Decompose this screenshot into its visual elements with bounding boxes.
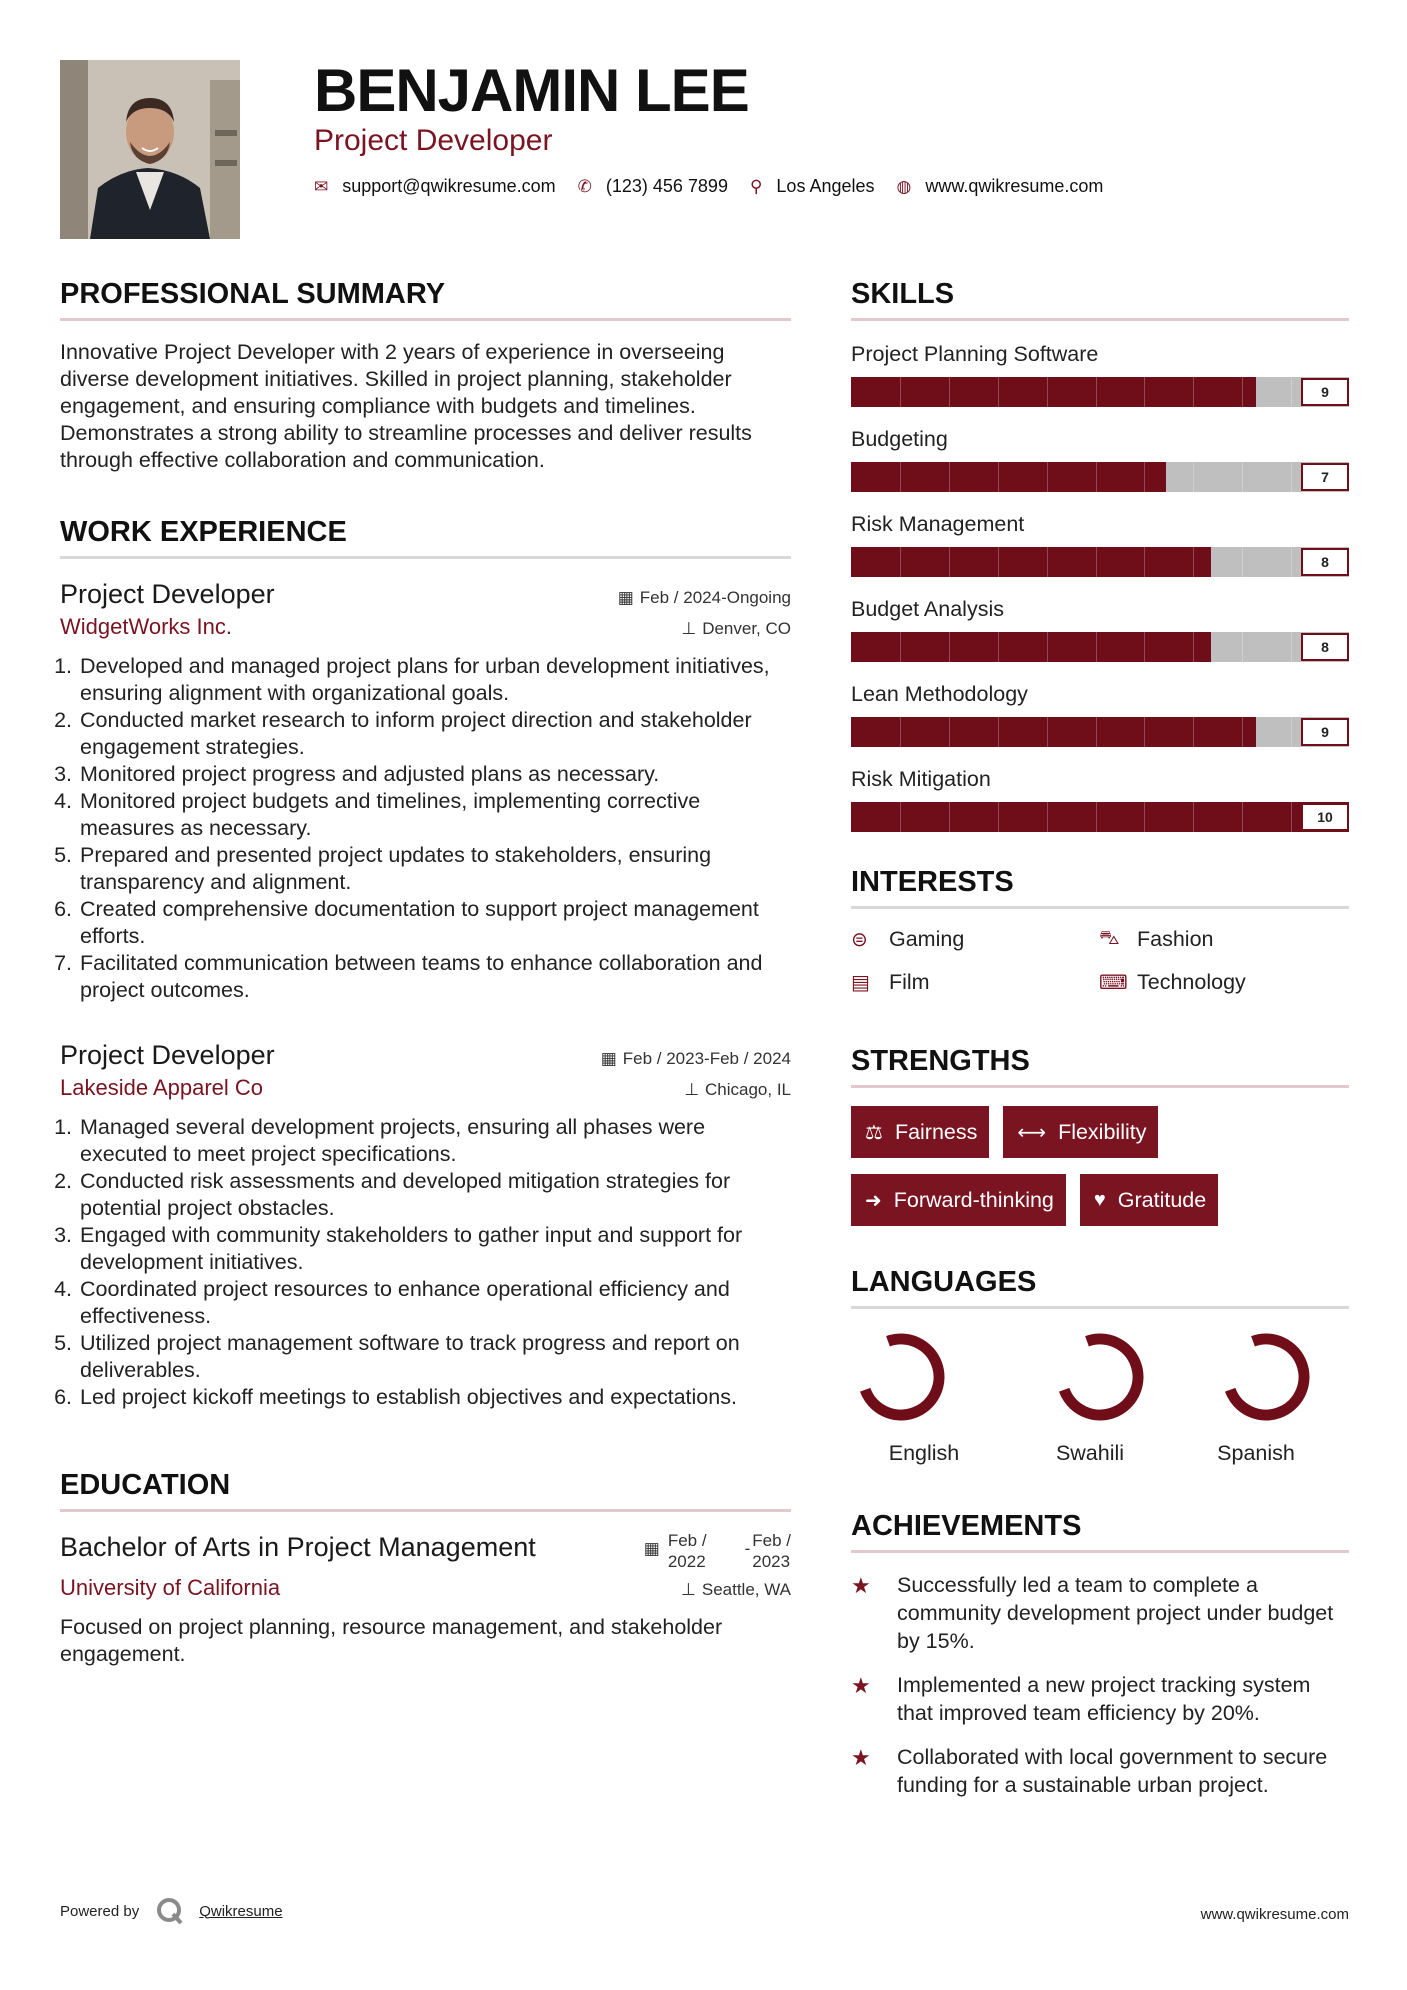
skill-bar-segment — [900, 717, 901, 747]
skill-name: Lean Methodology — [851, 682, 1028, 706]
strength-chip — [851, 1106, 989, 1158]
skill-bar-fill — [851, 717, 1256, 747]
skill-item — [851, 679, 1349, 747]
list-item: 2. Conducted risk assessments and developed mitigation strategies for potential project obstacles. — [78, 1168, 791, 1222]
proficiency-arc — [1217, 1328, 1314, 1425]
skill-level-label: 7 — [1301, 463, 1349, 491]
interest-item — [851, 970, 1099, 995]
laptop-icon: ⌨ — [1099, 972, 1128, 994]
degree-title: Bachelor of Arts in Project Management — [60, 1532, 536, 1562]
skill-bar-segment — [900, 547, 901, 577]
school-name: University of California — [60, 1575, 281, 1600]
strength-label: Fairness — [894, 1119, 978, 1144]
skill-bar-segment — [1193, 717, 1194, 747]
list-item: 6. Created comprehensive documentation to support project management efforts. — [78, 896, 791, 950]
skill-item — [851, 339, 1349, 407]
achievements-section — [851, 1506, 1349, 1799]
proficiency-arc — [1051, 1328, 1148, 1425]
star-icon: ★ — [851, 1745, 871, 1770]
summary-text: Innovative Project Developer with 2 years of experience in overseeing diverse development initiatives. Skilled in project planning, stakeholder engagement, and ensuring compliance with budgets and timelines. Demonstrates a strong ability to streamline processes and deliver results through effective collaboration and communication. — [60, 340, 752, 472]
list-item: 3. Engaged with community stakeholders to gather input and support for development initiatives. — [78, 1222, 791, 1276]
job-duties-list — [60, 1114, 791, 1411]
job-title: Project Developer — [60, 1040, 275, 1070]
school-location: Seattle, WA — [701, 1580, 791, 1599]
profile-photo — [60, 60, 240, 239]
skills-list — [851, 339, 1349, 832]
skill-name: Project Planning Software — [851, 342, 1099, 366]
skill-bar-segment — [1047, 717, 1048, 747]
skill-bar — [851, 717, 1349, 747]
skill-bar — [851, 547, 1349, 577]
skill-bar-segment — [949, 547, 950, 577]
candidate-role: Project Developer — [314, 124, 553, 157]
skill-bar-fill — [851, 377, 1256, 407]
language-name: Spanish — [1217, 1441, 1295, 1465]
film-icon: ▤ — [851, 972, 870, 994]
skill-bar — [851, 377, 1349, 407]
skill-bar-segment — [949, 632, 950, 662]
strengths-list — [851, 1106, 1349, 1226]
skill-bar-segment — [1291, 717, 1292, 747]
education-end-year: 2023 — [752, 1552, 791, 1571]
skill-level-label: 8 — [1301, 633, 1349, 661]
achievement-item — [851, 1671, 1349, 1727]
skill-bar-fill — [851, 547, 1211, 577]
job-company: Lakeside Apparel Co — [60, 1075, 264, 1100]
star-icon: ★ — [851, 1673, 871, 1698]
job-company: WidgetWorks Inc. — [60, 614, 232, 639]
section-divider — [851, 906, 1349, 909]
arrow-right-icon: ➜ — [865, 1189, 882, 1212]
skill-bar-segment — [1047, 802, 1048, 832]
skill-bar-segment — [1047, 377, 1048, 407]
skill-item — [851, 764, 1349, 832]
section-divider — [851, 318, 1349, 321]
list-item: 3. Monitored project progress and adjusted plans as necessary. — [78, 761, 791, 788]
skill-bar-segment — [998, 377, 999, 407]
person-photo-illustration — [60, 60, 240, 239]
pushpin-icon: ⊥ — [681, 1580, 696, 1599]
skill-bar-segment — [1242, 377, 1243, 407]
experience-section — [60, 512, 791, 1411]
envelope-icon: ✉ — [314, 176, 329, 196]
skill-bar-segment — [1047, 462, 1048, 492]
skill-bar-segment — [949, 462, 950, 492]
skill-bar-segment — [1242, 717, 1243, 747]
skill-bar-segment — [1242, 632, 1243, 662]
skill-bar-segment — [1193, 547, 1194, 577]
language-proficiency-ring — [1216, 1327, 1316, 1427]
job-duties-list — [60, 653, 791, 1004]
skill-bar-segment — [998, 802, 999, 832]
skill-bar-segment — [1291, 802, 1292, 832]
skill-bar-segment — [1291, 462, 1292, 492]
contact-website[interactable]: www.qwikresume.com — [925, 176, 1104, 196]
languages-section — [851, 1262, 1349, 1466]
language-item — [851, 1327, 1017, 1466]
gamepad-icon: ⊜ — [851, 929, 868, 951]
skill-name: Risk Management — [851, 512, 1025, 536]
skill-bar — [851, 462, 1349, 492]
skill-bar-fill — [851, 632, 1211, 662]
qwikresume-link[interactable]: Qwikresume — [199, 1902, 283, 1920]
skill-item — [851, 424, 1349, 492]
powered-by-label: Powered by — [60, 1902, 140, 1920]
skill-bar-segment — [1144, 547, 1145, 577]
job-location: Chicago, IL — [705, 1080, 791, 1099]
language-name: Swahili — [1055, 1441, 1125, 1465]
list-item: 6. Led project kickoff meetings to establish objectives and expectations. — [78, 1384, 791, 1411]
proficiency-arc — [852, 1328, 949, 1425]
section-divider — [851, 1306, 1349, 1309]
summary-heading: PROFESSIONAL SUMMARY — [60, 278, 446, 310]
skill-bar-segment — [1193, 377, 1194, 407]
footer-powered-by — [60, 1896, 283, 1926]
skill-bar-segment — [1144, 632, 1145, 662]
list-item: 4. Coordinated project resources to enhance operational efficiency and effectiveness. — [78, 1276, 791, 1330]
skill-bar-segment — [1242, 802, 1243, 832]
education-description: Focused on project planning, resource management, and stakeholder engagement. — [60, 1615, 723, 1666]
skill-bar-segment — [998, 632, 999, 662]
section-divider — [851, 1085, 1349, 1088]
calendar-icon: ▦ — [617, 588, 634, 607]
achievements-heading: ACHIEVEMENTS — [851, 1510, 1082, 1542]
achievement-item — [851, 1571, 1349, 1655]
skill-bar-segment — [949, 377, 950, 407]
skill-bar-segment — [900, 377, 901, 407]
strengths-section — [851, 1041, 1349, 1226]
skill-bar-segment — [1144, 802, 1145, 832]
interest-item — [1099, 927, 1349, 952]
calendar-icon: ▦ — [600, 1049, 617, 1068]
skill-bar-segment — [998, 462, 999, 492]
strength-chip — [851, 1174, 1066, 1226]
calendar-icon: ▦ — [643, 1539, 660, 1558]
skill-bar-segment — [900, 802, 901, 832]
summary-section — [60, 274, 791, 474]
skill-bar — [851, 632, 1349, 662]
language-item — [1183, 1327, 1349, 1466]
list-item: 2. Conducted market research to inform project direction and stakeholder engagement strategies. — [78, 707, 791, 761]
skill-bar-segment — [1096, 462, 1097, 492]
skill-item — [851, 594, 1349, 662]
list-item: 5. Prepared and presented project updates to stakeholders, ensuring transparency and alignment. — [78, 842, 791, 896]
candidate-name: BENJAMIN LEE — [314, 57, 749, 124]
strength-chip — [1080, 1174, 1218, 1226]
skill-bar-segment — [1047, 632, 1048, 662]
skill-name: Budget Analysis — [851, 597, 1004, 621]
section-divider — [60, 556, 791, 559]
skill-bar-segment — [1096, 547, 1097, 577]
education-date-dash: - — [744, 1539, 751, 1558]
skill-bar-segment — [1291, 377, 1292, 407]
skill-bar-fill — [851, 462, 1166, 492]
list-item: 1. Managed several development projects, ensuring all phases were executed to meet project specifications. — [78, 1114, 791, 1168]
education-heading: EDUCATION — [60, 1469, 231, 1501]
shopping-bag-icon: ⛍ — [1099, 927, 1120, 949]
skill-bar-fill — [851, 802, 1349, 832]
skill-bar-segment — [1096, 717, 1097, 747]
skill-level-label: 8 — [1301, 548, 1349, 576]
education-start-month: Feb / — [667, 1531, 707, 1550]
skill-bar-segment — [1047, 547, 1048, 577]
interest-label: Film — [889, 970, 930, 994]
education-end-month: Feb / — [752, 1531, 791, 1550]
contact-email[interactable]: support@qwikresume.com — [342, 176, 556, 196]
skill-name: Risk Mitigation — [851, 767, 991, 791]
strengths-heading: STRENGTHS — [851, 1045, 1030, 1077]
contact-location: Los Angeles — [776, 176, 875, 196]
map-marker-icon: ⚲ — [749, 176, 763, 196]
section-divider — [851, 1550, 1349, 1553]
contact-phone[interactable]: (123) 456 7899 — [605, 176, 728, 196]
achievement-text: Implemented a new project tracking system that improved team efficiency by 20%. — [897, 1673, 1311, 1725]
interest-item — [1099, 970, 1349, 995]
skill-bar-segment — [1096, 632, 1097, 662]
education-dates — [644, 1530, 791, 1572]
strength-label: Flexibility — [1058, 1119, 1147, 1144]
section-divider — [60, 318, 791, 321]
language-item — [1017, 1327, 1183, 1466]
pushpin-icon: ⊥ — [681, 619, 697, 638]
skill-bar-segment — [1193, 802, 1194, 832]
skill-bar-segment — [1242, 547, 1243, 577]
strength-label: Gratitude — [1117, 1187, 1207, 1212]
experience-heading: WORK EXPERIENCE — [60, 516, 347, 548]
section-divider — [60, 1509, 791, 1512]
job-dates: Feb / 2023-Feb / 2024 — [622, 1049, 791, 1068]
interests-list — [851, 927, 1349, 995]
skill-level-label: 10 — [1301, 803, 1349, 831]
language-proficiency-ring — [1050, 1327, 1150, 1427]
skill-bar-segment — [1193, 632, 1194, 662]
languages-heading: LANGUAGES — [851, 1266, 1037, 1298]
right-column — [851, 274, 1349, 1815]
skill-bar-segment — [1144, 462, 1145, 492]
skill-bar — [851, 802, 1349, 832]
job-title: Project Developer — [60, 579, 275, 609]
arrows-horizontal-icon: ⟷ — [1017, 1121, 1047, 1144]
skills-heading: SKILLS — [851, 278, 955, 310]
footer-website[interactable]: www.qwikresume.com — [1200, 1906, 1349, 1923]
language-name: English — [888, 1441, 960, 1465]
skill-bar-segment — [1096, 377, 1097, 407]
skill-bar-segment — [900, 462, 901, 492]
skill-bar-segment — [1242, 462, 1243, 492]
skill-bar-segment — [1096, 802, 1097, 832]
skill-name: Budgeting — [851, 427, 948, 451]
achievement-text: Collaborated with local government to secure funding for a sustainable urban project. — [897, 1745, 1328, 1797]
star-icon: ★ — [851, 1573, 871, 1598]
interest-label: Technology — [1137, 970, 1246, 994]
left-column — [60, 274, 791, 1668]
languages-list — [851, 1327, 1349, 1466]
skill-bar-segment — [949, 717, 950, 747]
job-location: Denver, CO — [702, 619, 791, 638]
job-entry — [60, 577, 791, 1004]
strength-chip — [1003, 1106, 1158, 1158]
skill-bar-segment — [900, 632, 901, 662]
skill-bar-segment — [1291, 632, 1292, 662]
qwikresume-logo-icon — [155, 1896, 185, 1926]
achievement-text: Successfully led a team to complete a community development project under budget by 15%. — [897, 1573, 1334, 1653]
list-item: 4. Monitored project budgets and timelines, implementing corrective measures as necessary. — [78, 788, 791, 842]
list-item: 5. Utilized project management software to track progress and report on deliverables. — [78, 1330, 791, 1384]
skill-bar-segment — [1291, 547, 1292, 577]
strength-label: Forward-thinking — [893, 1187, 1054, 1212]
list-item: 7. Facilitated communication between teams to enhance collaboration and project outcomes. — [78, 950, 791, 1004]
skill-bar-segment — [1193, 462, 1194, 492]
education-start-year: 2022 — [667, 1552, 706, 1571]
header — [314, 58, 749, 160]
skill-bar-segment — [1144, 377, 1145, 407]
list-item: 1. Developed and managed project plans for urban development initiatives, ensuring alignment with organizational goals. — [78, 653, 791, 707]
pushpin-icon: ⊥ — [684, 1080, 699, 1099]
skill-bar-segment — [998, 547, 999, 577]
skills-section — [851, 274, 1349, 832]
interest-item — [851, 927, 1099, 952]
job-entry — [60, 1038, 791, 1411]
skill-bar-segment — [949, 802, 950, 832]
education-section — [60, 1465, 791, 1668]
interest-label: Gaming — [889, 927, 965, 951]
skill-bar-segment — [998, 717, 999, 747]
achievement-item — [851, 1743, 1349, 1799]
globe-icon: ◍ — [896, 176, 912, 196]
interests-heading: INTERESTS — [851, 866, 1014, 898]
skill-bar-segment — [1144, 717, 1145, 747]
language-proficiency-ring — [851, 1327, 951, 1427]
job-dates: Feb / 2024-Ongoing — [639, 588, 791, 607]
balance-scale-icon: ⚖ — [865, 1121, 883, 1144]
skill-item — [851, 509, 1349, 577]
contact-bar — [314, 176, 1125, 197]
interests-section — [851, 862, 1349, 995]
phone-icon: ✆ — [577, 176, 592, 196]
heart-icon: ♥ — [1093, 1188, 1106, 1211]
skill-level-label: 9 — [1301, 378, 1349, 406]
skill-level-label: 9 — [1301, 718, 1349, 746]
interest-label: Fashion — [1137, 927, 1214, 951]
